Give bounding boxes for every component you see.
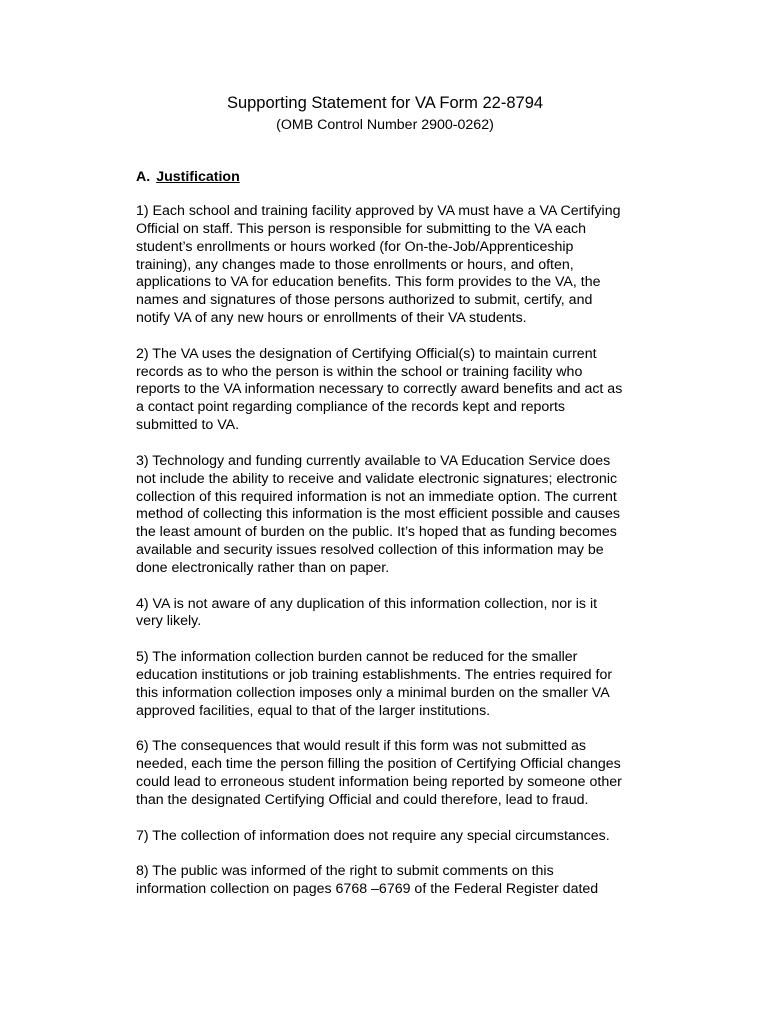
section-heading (136, 168, 240, 186)
paragraph-line: notify VA of any new hours or enrollments of their VA students. (136, 310, 527, 327)
paragraph-1 (136, 203, 676, 328)
paragraph-line: records as to who the person is within the school or training facility who (136, 363, 583, 380)
paragraph-line: needed, each time the person filling the position of Certifying Official changes (136, 756, 621, 773)
paragraph-line: a contact point regarding compliance of the records kept and reports (136, 399, 566, 416)
paragraph-line: 8) The public was informed of the right to submit comments on this (136, 863, 554, 880)
paragraph-line: Official on staff. This person is responsible for submitting to the VA each (136, 220, 587, 237)
paragraph-line: student’s enrollments or hours worked (for On-the-Job/Apprenticeship (136, 238, 574, 255)
paragraph-line: method of collecting this information is the most efficient possible and causes (136, 506, 620, 523)
paragraph-line: this information collection imposes only a minimal burden on the smaller VA (136, 684, 610, 701)
paragraph-line: education institutions or job training establishments. The entries required for (136, 666, 613, 683)
paragraph-line: 1) Each school and training facility approved by VA must have a VA Certifying (136, 203, 621, 219)
section-label: Justification (156, 169, 240, 185)
paragraph-line: collection of this required information is not an immediate option. The current (136, 488, 617, 505)
paragraph-line: than the designated Certifying Official and could therefore, lead to fraud. (136, 791, 589, 808)
paragraph-line: reports to the VA information necessary to correctly award benefits and act as (136, 381, 623, 398)
paragraph-line: 3) Technology and funding currently available to VA Education Service does (136, 452, 611, 469)
paragraph-line: 2) The VA uses the designation of Certifying Official(s) to maintain current (136, 345, 597, 362)
paragraph-8 (136, 863, 676, 899)
section-letter: A. (136, 169, 151, 185)
paragraph-line: very likely. (136, 613, 202, 630)
paragraph-line: 6) The consequences that would result if this form was not submitted as (136, 738, 587, 755)
paragraph-line: done electronically rather than on paper. (136, 559, 390, 576)
paragraph-2 (136, 346, 676, 435)
paragraph-line: training), any changes made to those enrollments or hours, and often, (136, 256, 574, 273)
paragraph-6 (136, 738, 676, 809)
paragraph-line: could lead to erroneous student information being reported by someone other (136, 774, 622, 790)
paragraph-line: available and security issues resolved collection of this information may be (136, 542, 604, 559)
paragraph-7 (136, 828, 676, 846)
paragraph-line: 5) The information collection burden cannot be reduced for the smaller (136, 649, 578, 666)
document-subtitle: (OMB Control Number 2900-0262) (276, 117, 494, 133)
paragraph-line: the least amount of burden on the public. It’s hoped that as funding becomes (136, 524, 617, 541)
document-title: Supporting Statement for VA Form 22-8794 (226, 94, 544, 112)
paragraph-5 (136, 649, 676, 720)
paragraph-line: 7) The collection of information does not require any special circumstances. (136, 827, 610, 844)
paragraph-line: 4) VA is not aware of any duplication of this information collection, nor is it (136, 595, 598, 612)
paragraph-line: applications to VA for education benefits. This form provides to the VA, the (136, 274, 601, 291)
paragraph-4 (136, 596, 676, 632)
paragraph-line: information collection on pages 6768 –6769 of the Federal Register dated (136, 881, 599, 898)
paragraph-3 (136, 453, 676, 578)
paragraph-line: names and signatures of those persons authorized to submit, certify, and (136, 292, 593, 309)
paragraph-line: submitted to VA. (136, 417, 240, 434)
paragraph-line: approved facilities, equal to that of the larger institutions. (136, 702, 491, 719)
paragraph-line: not include the ability to receive and validate electronic signatures; electronic (136, 470, 618, 487)
document-body (136, 203, 676, 917)
